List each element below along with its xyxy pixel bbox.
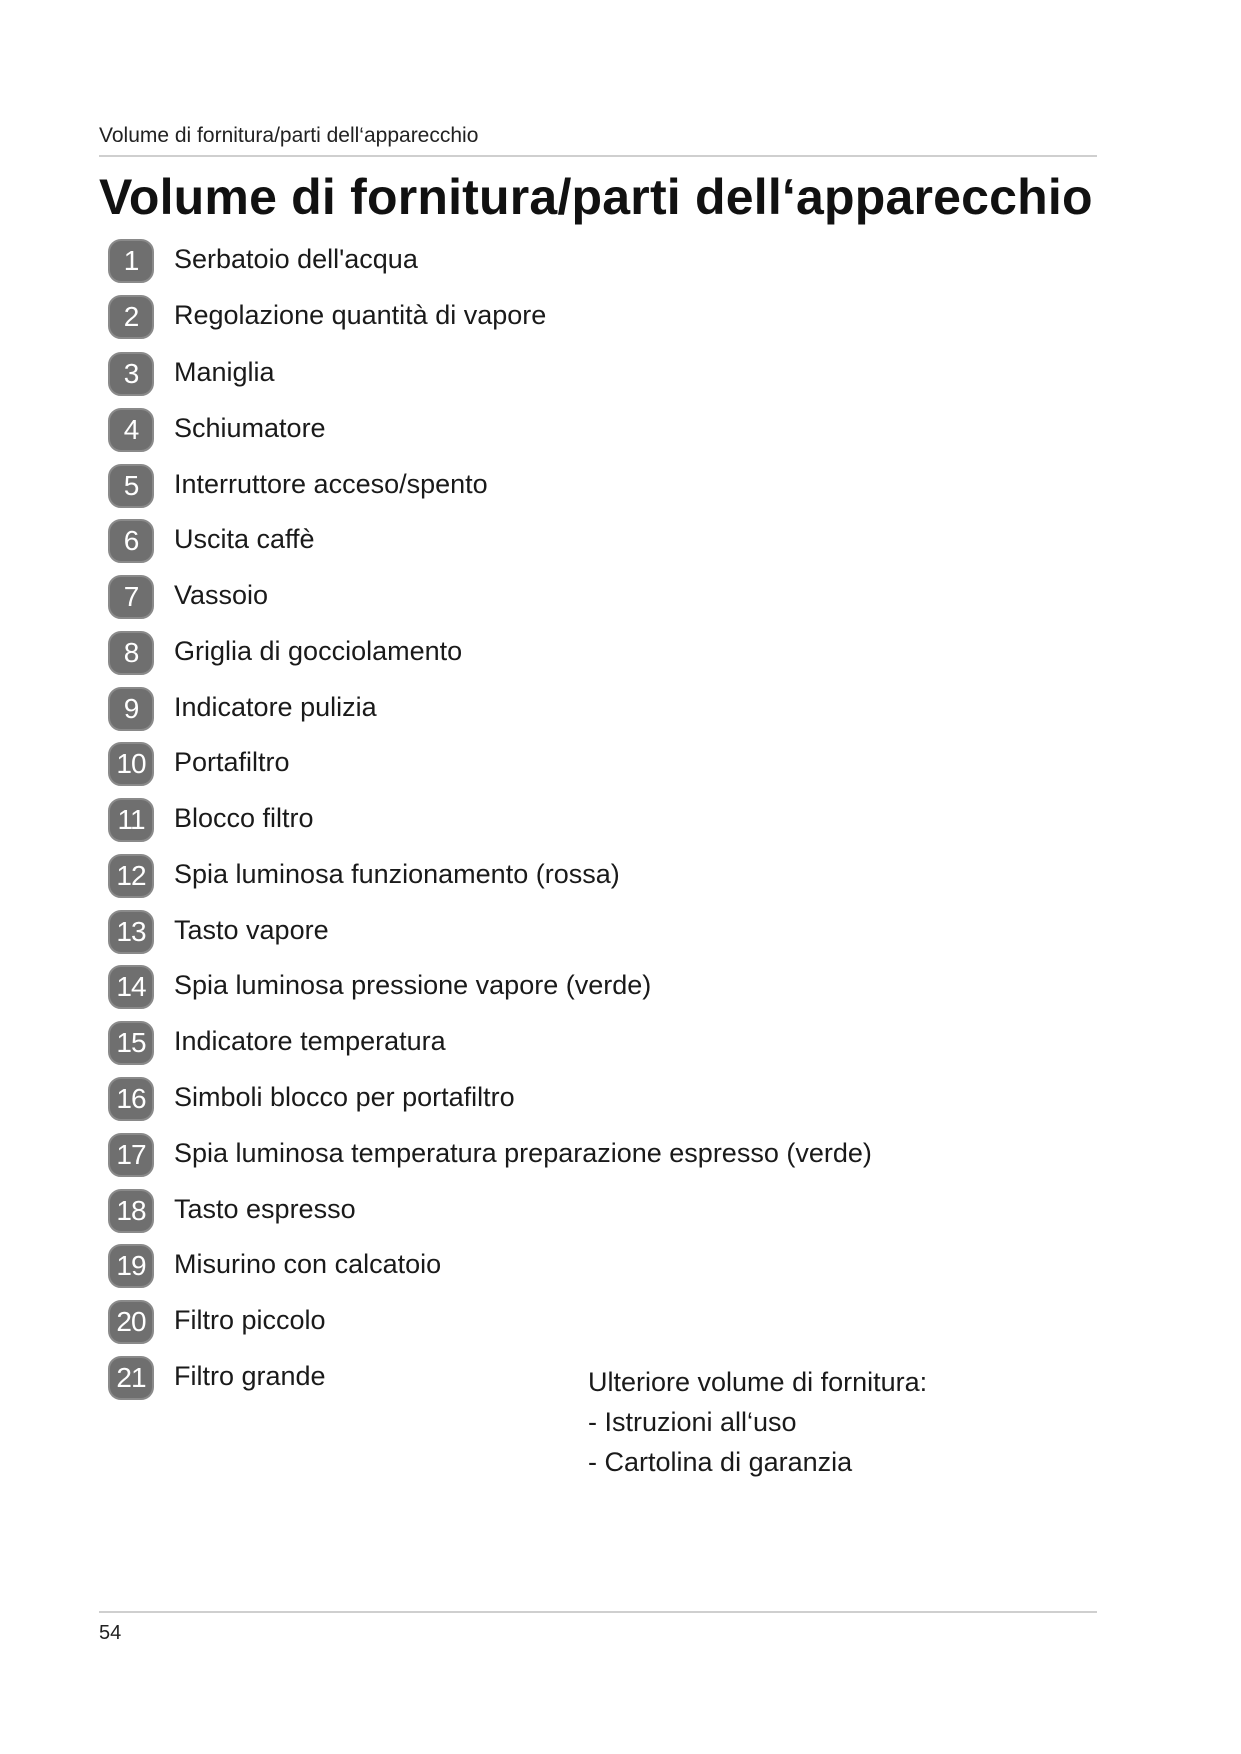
list-item [108,351,275,397]
list-item [108,741,290,787]
part-label: Simboli blocco per portafiltro [174,1081,515,1112]
part-number-badge: 6 [108,519,154,563]
list-item [108,797,314,843]
list-item [108,1076,515,1122]
list-item [108,1243,442,1289]
list-item [108,909,329,955]
part-label: Portafiltro [174,746,290,777]
list-item [108,407,326,453]
part-number-badge: 8 [108,631,154,675]
part-label: Tasto espresso [174,1193,356,1224]
additional-supply-block [588,1362,927,1482]
part-number-badge: 14 [108,965,154,1009]
part-number-badge: 11 [108,798,154,842]
list-item [108,294,547,340]
list-item [108,518,315,564]
part-label: Blocco filtro [174,802,314,833]
part-number-badge: 20 [108,1300,154,1344]
part-number-badge: 2 [108,295,154,339]
part-label: Griglia di gocciolamento [174,635,463,666]
part-number-badge: 12 [108,854,154,898]
part-label: Uscita caffè [174,523,315,554]
list-item [108,853,620,899]
part-number-badge: 13 [108,910,154,954]
additional-supply-item: - Istruzioni all‘uso [588,1407,797,1437]
part-label: Spia luminosa funzionamento (rossa) [174,858,620,889]
part-number-badge: 4 [108,408,154,452]
part-label: Vassoio [174,579,269,610]
part-label: Filtro grande [174,1360,326,1391]
part-number-badge: 18 [108,1189,154,1233]
part-label: Regolazione quantità di vapore [174,299,547,330]
part-number-badge: 17 [108,1133,154,1177]
list-item [108,686,377,732]
part-number-badge: 3 [108,352,154,396]
list-item [108,1020,446,1066]
list-item [108,964,652,1010]
page-number: 54 [99,1622,122,1644]
list-item [108,1188,356,1234]
list-item [108,463,488,509]
list-item [108,574,269,620]
part-label: Maniglia [174,356,275,387]
part-label: Tasto vapore [174,914,329,945]
part-number-badge: 1 [108,239,154,283]
list-item [108,630,463,676]
part-number-badge: 5 [108,464,154,508]
part-label: Serbatoio dell'acqua [174,243,418,274]
part-number-badge: 16 [108,1077,154,1121]
part-label: Schiumatore [174,412,326,443]
additional-supply-item: - Cartolina di garanzia [588,1447,853,1477]
page-title: Volume di fornitura/parti dell‘apparecchio [99,169,1093,225]
list-item [108,1355,326,1401]
list-item [108,1132,872,1178]
list-item [108,1299,326,1345]
part-label: Misurino con calcatoio [174,1248,442,1279]
running-header: Volume di fornitura/parti dell‘apparecchio [99,124,479,147]
list-item [108,238,418,284]
part-number-badge: 19 [108,1244,154,1288]
part-number-badge: 9 [108,687,154,731]
footer-divider [99,1611,1097,1613]
part-number-badge: 7 [108,575,154,619]
part-label: Filtro piccolo [174,1304,326,1335]
part-label: Spia luminosa pressione vapore (verde) [174,969,652,1000]
part-number-badge: 15 [108,1021,154,1065]
part-number-badge: 10 [108,742,154,786]
additional-supply-heading: Ulteriore volume di fornitura: [588,1367,928,1397]
part-label: Indicatore temperatura [174,1025,446,1056]
part-label: Interruttore acceso/spento [174,468,488,499]
part-label: Indicatore pulizia [174,691,377,722]
part-number-badge: 21 [108,1356,154,1400]
part-label: Spia luminosa temperatura preparazione espresso (verde) [174,1137,872,1168]
